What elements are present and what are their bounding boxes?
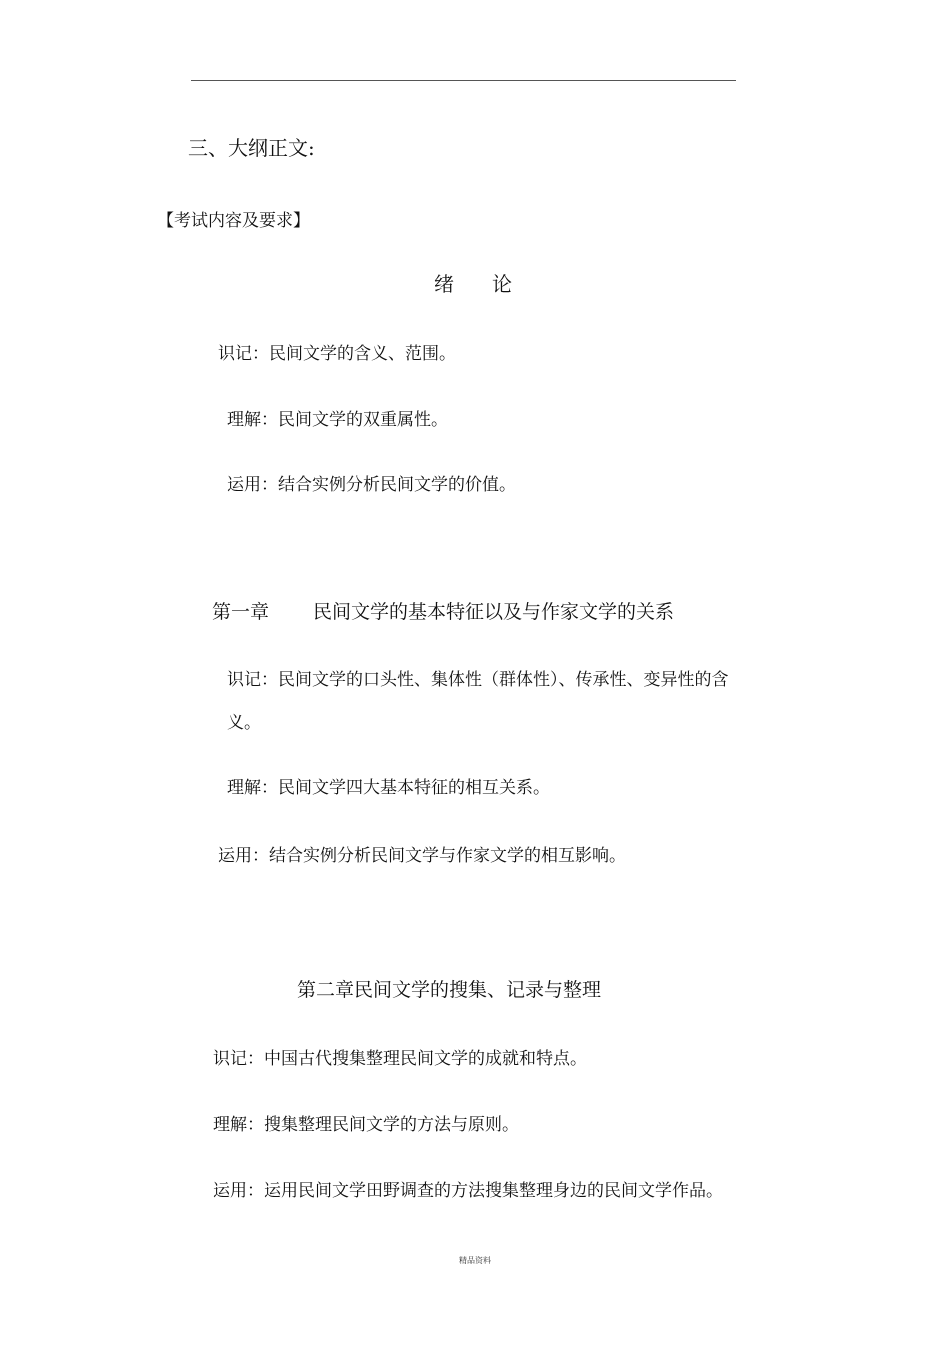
- intro-item: 运用：结合实例分析民间文学的价值。: [227, 475, 516, 495]
- chapter2-item: 运用：运用民间文学田野调查的方法搜集整理身边的民间文学作品。: [213, 1181, 723, 1201]
- chapter1-item: 理解：民间文学四大基本特征的相互关系。: [227, 778, 550, 798]
- intro-item: 理解：民间文学的双重属性。: [227, 410, 448, 430]
- intro-item: 识记：民间文学的含义、范围。: [218, 344, 456, 364]
- top-rule: [191, 80, 736, 81]
- chapter1-item: 运用：结合实例分析民间文学与作家文学的相互影响。: [218, 846, 626, 866]
- chapter1-title: 民间文学的基本特征以及与作家文学的关系: [313, 601, 675, 623]
- chapter1-item: 识记：民间文学的口头性、集体性（群体性）、传承性、变异性的含: [227, 670, 729, 690]
- exam-content-label: 【考试内容及要求】: [157, 211, 310, 231]
- section-heading: 三、大纲正文:: [188, 136, 315, 160]
- chapter2-title: 第二章民间文学的搜集、记录与整理: [297, 979, 602, 1001]
- intro-title-right: 论: [492, 272, 512, 296]
- chapter2-item: 理解：搜集整理民间文学的方法与原则。: [213, 1115, 519, 1135]
- page-footer: 精品资料: [459, 1256, 491, 1265]
- intro-title-left: 绪: [434, 272, 454, 296]
- chapter2-item: 识记：中国古代搜集整理民间文学的成就和特点。: [213, 1049, 587, 1069]
- chapter1-label: 第一章: [212, 601, 270, 623]
- chapter1-item-cont: 义。: [227, 713, 261, 733]
